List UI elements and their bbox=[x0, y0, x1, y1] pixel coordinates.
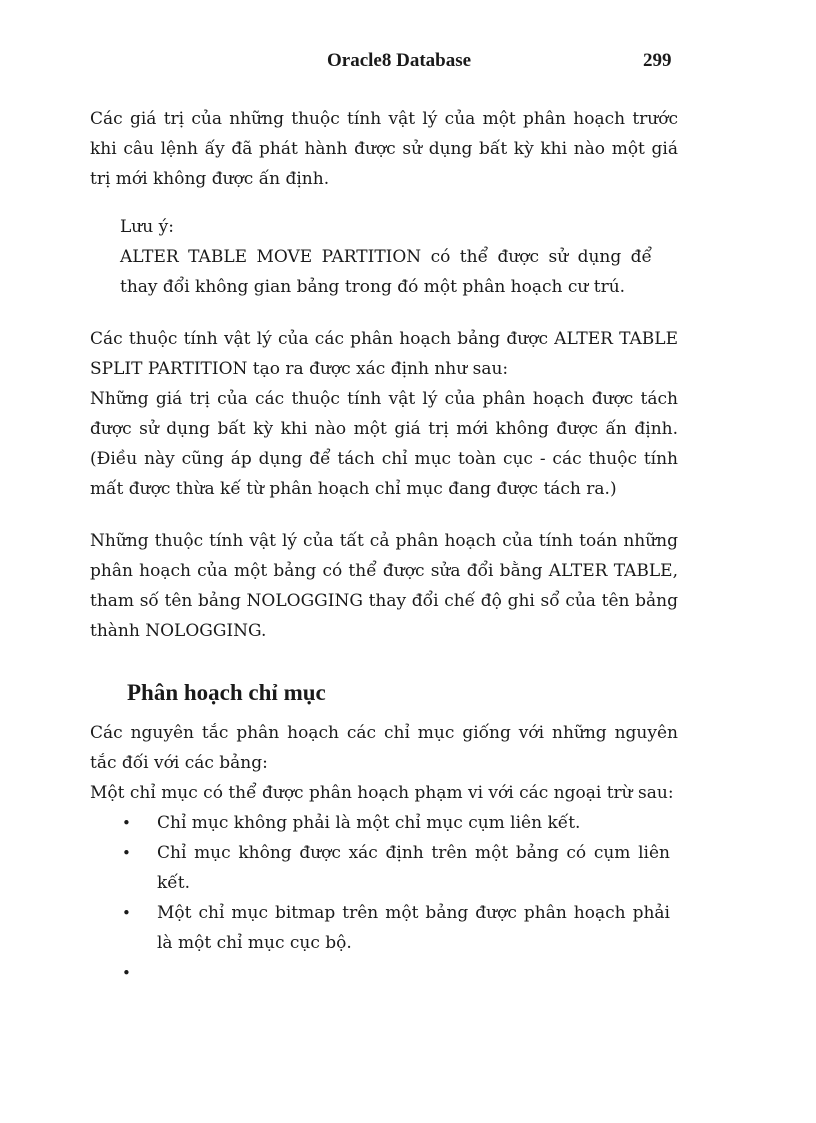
bullet-icon: • bbox=[122, 814, 131, 832]
list-item-text: Chỉ mục không được xác định trên một bảng có cụm liên kết. bbox=[157, 843, 670, 893]
note-body: ALTER TABLE MOVE PARTITION có thể được sử dụng để thay đổi không gian bảng trong đó một phân hoạch cư trú. bbox=[120, 247, 652, 297]
note-block bbox=[120, 212, 652, 302]
paragraph-index-rules: Các nguyên tắc phân hoạch các chỉ mục giống với những nguyên tắc đối với các bảng: bbox=[90, 723, 678, 773]
list-item bbox=[90, 958, 678, 988]
list-item-text: Chỉ mục không phải là một chỉ mục cụm liên kết. bbox=[157, 813, 581, 833]
list-item-text: Một chỉ mục bitmap trên một bảng được phân hoạch phải là một chỉ mục cục bộ. bbox=[157, 903, 670, 953]
page-header bbox=[0, 50, 816, 78]
list-item bbox=[90, 898, 678, 958]
paragraph-nologging: Những thuộc tính vật lý của tất cả phân hoạch của tính toán những phân hoạch của một bảng có thể được sửa đổi bằng ALTER TABLE, tham số tên bảng NOLOGGING thay đổi chế độ ghi sổ của tên bảng thành NOLOGGING. bbox=[90, 531, 678, 641]
list-item bbox=[90, 808, 678, 838]
running-title: Oracle8 Database bbox=[327, 50, 472, 71]
paragraph-index-exceptions: Một chỉ mục có thể được phân hoạch phạm vi với các ngoại trừ sau: bbox=[90, 783, 674, 803]
paragraph-physical-values: Các giá trị của những thuộc tính vật lý của một phân hoạch trước khi câu lệnh ấy đã phát hành được sử dụng bất kỳ khi nào một giá trị mới không được ấn định. bbox=[90, 109, 678, 189]
bullet-icon: • bbox=[122, 844, 131, 862]
bullet-icon: • bbox=[122, 904, 131, 922]
page-number: 299 bbox=[643, 50, 672, 71]
section-title: Phân hoạch chỉ mục bbox=[127, 680, 326, 705]
list-item bbox=[90, 838, 678, 898]
paragraph-split-values: Những giá trị của các thuộc tính vật lý của phân hoạch được tách được sử dụng bất kỳ khi nào một giá trị mới không được ấn định. (Điều này cũng áp dụng để tách chỉ mục toàn cục - các thuộc tính mất được thừa kế từ phân hoạch chỉ mục đang được tách ra.) bbox=[90, 389, 678, 499]
exception-list bbox=[90, 808, 678, 988]
note-label: Lưu ý: bbox=[120, 217, 174, 237]
page-body bbox=[90, 104, 678, 988]
paragraph-split-partition: Các thuộc tính vật lý của các phân hoạch bảng được ALTER TABLE SPLIT PARTITION tạo ra được xác định như sau: bbox=[90, 329, 678, 379]
bullet-icon: • bbox=[122, 964, 131, 982]
